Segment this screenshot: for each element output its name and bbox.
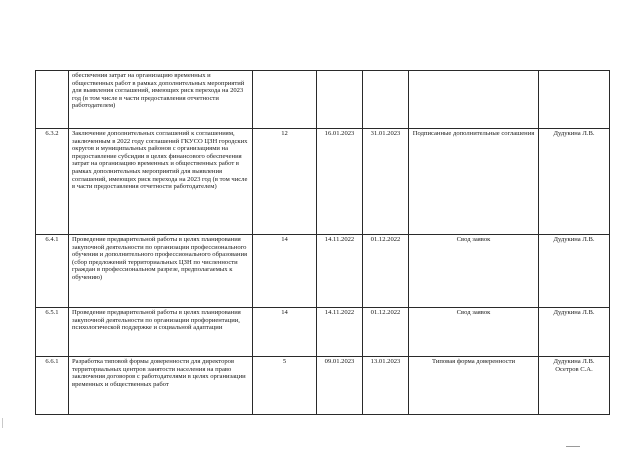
row-end-date: 01.12.2022 (363, 235, 409, 308)
row-number: 6.6.1 (36, 357, 69, 415)
table-row (36, 129, 610, 235)
plan-table (35, 70, 610, 415)
row-responsible (539, 235, 610, 308)
row-responsible (539, 71, 610, 129)
row-number: 6.4.1 (36, 235, 69, 308)
row-description: обеспечения затрат на организацию временных и общественных работ в рамках дополнительных мероприятий для выявления соглашений, имеющих риск перехода на 2023 год (в том числе в части предоставления отчетности работодателем) (69, 71, 253, 129)
row-end-date (363, 71, 409, 129)
table-row (36, 357, 610, 415)
row-end-date: 01.12.2022 (363, 308, 409, 357)
row-result: Свод заявок (409, 308, 539, 357)
responsible-person: Дудукина Л.В. (553, 309, 595, 316)
row-start-date (317, 71, 363, 129)
table-row (36, 235, 610, 308)
row-duration: 14 (253, 235, 317, 308)
row-number: 6.5.1 (36, 308, 69, 357)
scan-artifact (566, 446, 580, 447)
row-description: Разработка типовой формы доверенности для директоров территориальных центров занятости населения на право заключения договоров с работодателями в целях организации временных и общественных работ (69, 357, 253, 415)
row-result: Типовая форма доверенности (409, 357, 539, 415)
row-end-date: 31.01.2023 (363, 129, 409, 235)
row-duration: 5 (253, 357, 317, 415)
responsible-person: Осетров С.А. (555, 365, 593, 373)
row-start-date: 14.11.2022 (317, 235, 363, 308)
scan-artifact (2, 418, 3, 428)
row-duration: 12 (253, 129, 317, 235)
row-result (409, 71, 539, 129)
responsible-person: Дудукина Л.В. (553, 236, 595, 243)
row-duration: 14 (253, 308, 317, 357)
responsible-person: Дудукина Л.В. (553, 130, 595, 137)
row-number: 6.3.2 (36, 129, 69, 235)
row-number (36, 71, 69, 129)
row-end-date: 13.01.2023 (363, 357, 409, 415)
row-description: Проведение предварительной работы в целях планирования закупочной деятельности по организации профориентации, психологической поддержке и социальной адаптации (69, 308, 253, 357)
row-result: Свод заявок (409, 235, 539, 308)
table-row (36, 71, 610, 129)
row-start-date: 16.01.2023 (317, 129, 363, 235)
row-responsible (539, 129, 610, 235)
row-start-date: 09.01.2023 (317, 357, 363, 415)
row-start-date: 14.11.2022 (317, 308, 363, 357)
row-description: Проведение предварительной работы в целях планирования закупочной деятельности по организации профессионального обучения и дополнительного профессионального образования (сбор предложений территориальных ЦЗН по численности граждан в профессиональном разрезе, предполагаемых к обучению) (69, 235, 253, 308)
row-result: Подписанные дополнительные соглашения (409, 129, 539, 235)
table-row (36, 308, 610, 357)
row-responsible (539, 308, 610, 357)
row-description: Заключение дополнительных соглашений к соглашениям, заключенным в 2022 году соглашений ГКУСО ЦЗН городских округов и муниципальных районов с организациями на предоставление субсидии в целях финансового обеспечения затрат на организацию временных и общественных работ в рамках дополнительных мероприятий для выявления соглашений, имеющих риск перехода на 2023 год (в том числе в части предоставления отчетности работодателем) (69, 129, 253, 235)
row-duration (253, 71, 317, 129)
responsible-person: Дудукина Л.В. (553, 358, 595, 365)
row-responsible (539, 357, 610, 415)
